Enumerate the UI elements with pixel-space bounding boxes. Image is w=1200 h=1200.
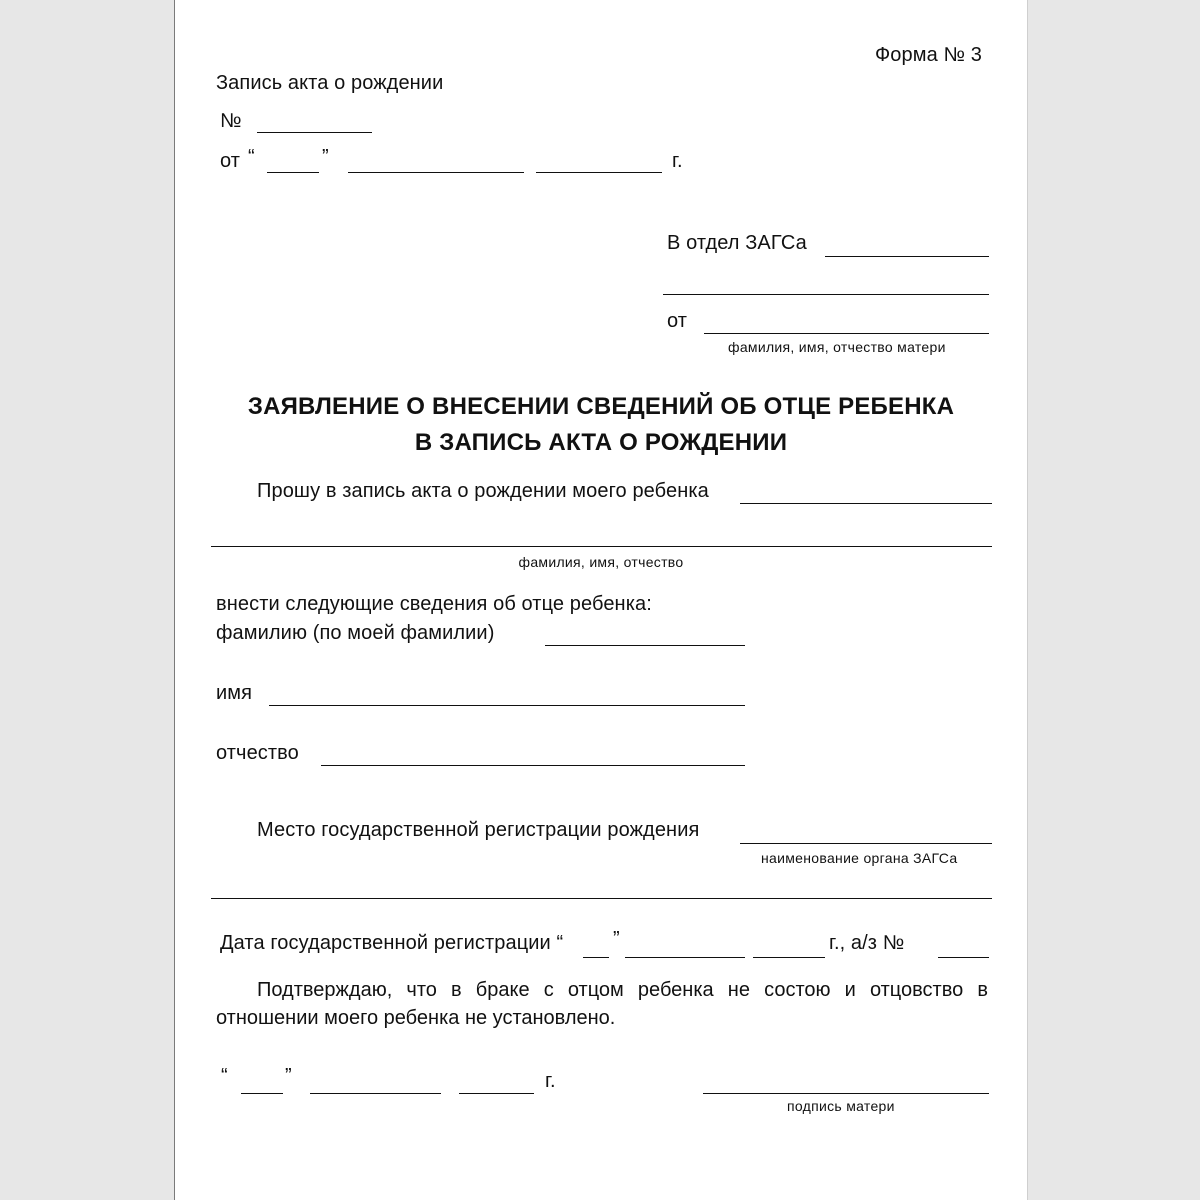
registration-close-quote: ” — [613, 928, 620, 950]
mother-name-caption: фамилия, имя, отчество матери — [728, 339, 946, 355]
signature-month-field[interactable] — [310, 1093, 441, 1094]
father-name-field[interactable] — [269, 705, 745, 706]
signature-year-field[interactable] — [459, 1093, 534, 1094]
document-heading-line2: В ЗАПИСЬ АКТА О РОЖДЕНИИ — [414, 429, 788, 456]
form-number: Форма № 3 — [875, 44, 982, 66]
record-open-quote: “ — [248, 146, 255, 168]
mother-signature-field[interactable] — [703, 1093, 989, 1094]
record-year-suffix: г. — [672, 150, 683, 172]
registration-date-label: Дата государственной регистрации “ — [220, 932, 564, 954]
record-number-field[interactable] — [257, 132, 372, 133]
zags-department-field[interactable] — [825, 256, 989, 257]
father-surname-field[interactable] — [545, 645, 745, 646]
father-surname-label: фамилию (по моей фамилии) — [216, 622, 495, 644]
record-month-field[interactable] — [348, 172, 524, 173]
mother-signature-caption: подпись матери — [787, 1098, 895, 1114]
registration-day-field[interactable] — [583, 957, 609, 958]
document-heading-line1: ЗАЯВЛЕНИЕ О ВНЕСЕНИИ СВЕДЕНИЙ ОБ ОТЦЕ РЕБЕНКА — [247, 393, 955, 420]
registration-place-field[interactable] — [740, 843, 992, 844]
registration-year-record-label: г., а/з № — [829, 932, 905, 954]
record-title: Запись акта о рождении — [216, 72, 444, 94]
zags-department-label: В отдел ЗАГСа — [667, 232, 807, 254]
mother-from-label: от — [667, 310, 688, 332]
father-patronymic-field[interactable] — [321, 765, 745, 766]
registration-place-caption: наименование органа ЗАГСа — [761, 850, 958, 866]
child-name-field-line2[interactable] — [211, 546, 992, 547]
signature-open-quote: “ — [221, 1065, 228, 1087]
record-number-field-2[interactable] — [938, 957, 989, 958]
child-name-caption: фамилия, имя, отчество — [518, 554, 684, 570]
record-close-quote: ” — [322, 146, 329, 168]
signature-close-quote: ” — [285, 1065, 292, 1087]
registration-month-field[interactable] — [625, 957, 745, 958]
father-patronymic-label: отчество — [216, 742, 299, 764]
request-text: Прошу в запись акта о рождении моего ребенка — [257, 480, 709, 502]
zags-department-field-line2[interactable] — [663, 294, 989, 295]
child-name-field[interactable] — [740, 503, 992, 504]
mother-name-field[interactable] — [704, 333, 989, 334]
form-page — [174, 0, 1028, 1200]
record-year-field[interactable] — [536, 172, 662, 173]
record-day-field[interactable] — [267, 172, 319, 173]
record-date-label: от — [220, 150, 241, 172]
record-number-label: № — [220, 110, 242, 132]
signature-year-suffix: г. — [545, 1070, 556, 1092]
confirmation-text: Подтверждаю, что в браке с отцом ребенка не состою и отцовство в отношении моего ребенка не установлено. — [216, 979, 988, 1029]
signature-day-field[interactable] — [241, 1093, 283, 1094]
registration-place-label: Место государственной регистрации рождения — [257, 819, 700, 841]
registration-year-field[interactable] — [753, 957, 825, 958]
registration-place-field-line2[interactable] — [211, 898, 992, 899]
father-info-intro: внести следующие сведения об отце ребенка: — [216, 593, 652, 615]
father-name-label: имя — [216, 682, 253, 704]
